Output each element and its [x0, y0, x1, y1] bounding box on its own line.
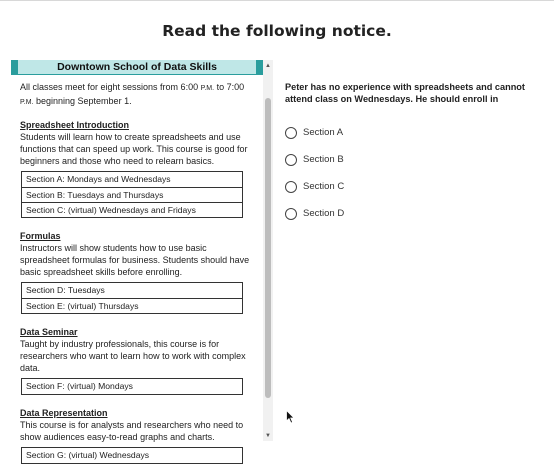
radio-button[interactable] — [285, 181, 297, 193]
schedule-table — [21, 378, 243, 395]
schedule-row: Section G: (virtual) Wednesdays — [26, 450, 150, 460]
radio-button[interactable] — [285, 154, 297, 166]
notice-passage — [11, 60, 263, 460]
option-section-a[interactable] — [285, 119, 344, 146]
option-section-d[interactable] — [285, 200, 344, 227]
notice-body — [11, 75, 263, 464]
schedule-row: Section C: (virtual) Wednesdays and Fridays — [22, 202, 242, 217]
course-description: Instructors will show students how to use basic spreadsheet formulas for business. Students should have basic spreadsheet skills before enrolling. — [20, 243, 250, 277]
schedule-table — [21, 282, 243, 314]
time-suffix: P.M. — [20, 99, 34, 106]
course-title-data-seminar: Data Seminar — [20, 327, 78, 337]
page-title: Read the following notice. — [162, 22, 392, 40]
intro-text-2: to 7:00 — [214, 82, 245, 92]
intro-text-3: beginning September 1. — [33, 96, 132, 106]
notice-intro — [20, 81, 256, 109]
schedule-row: Section F: (virtual) Mondays — [26, 381, 133, 391]
option-label: Section B — [303, 154, 344, 165]
option-section-c[interactable] — [285, 173, 344, 200]
answer-options — [285, 119, 344, 227]
course-title-spreadsheet-introduction: Spreadsheet Introduction — [20, 120, 130, 130]
course-description: Students will learn how to create spreadsheets and use functions that can speed up work. This course is good for beginners and those who need to relearn basics. — [20, 132, 248, 166]
passage-scrollbar[interactable] — [263, 60, 273, 441]
top-divider — [0, 0, 554, 1]
schedule-table — [21, 171, 243, 218]
schedule-row: Section E: (virtual) Thursdays — [22, 298, 242, 313]
course-description: Taught by industry professionals, this course is for researchers who want to learn how to work with complex data. — [20, 339, 246, 373]
question-text: Peter has no experience with spreadsheets and cannot attend class on Wednesdays. He should enroll in — [285, 82, 525, 104]
course-description: This course is for analysts and researchers who need to show audiences easy-to-read graphs and charts. — [20, 420, 244, 442]
schedule-row: Section D: Tuesdays — [26, 285, 105, 295]
schedule-table — [21, 447, 243, 464]
scrollbar-thumb[interactable] — [265, 98, 271, 398]
scroll-down-icon[interactable]: ▼ — [265, 433, 271, 439]
radio-button[interactable] — [285, 127, 297, 139]
course-title-data-representation: Data Representation — [20, 408, 108, 418]
scroll-up-icon[interactable]: ▲ — [265, 63, 271, 69]
radio-button[interactable] — [285, 208, 297, 220]
course-title-formulas: Formulas — [20, 231, 61, 241]
option-label: Section A — [303, 127, 344, 138]
option-label: Section C — [303, 181, 345, 192]
notice-header: Downtown School of Data Skills — [11, 60, 263, 75]
mouse-cursor-icon — [286, 410, 295, 429]
schedule-row: Section B: Tuesdays and Thursdays — [22, 187, 242, 202]
time-suffix: P.M. — [200, 85, 215, 92]
option-label: Section D — [303, 208, 345, 219]
schedule-row: Section A: Mondays and Wednesdays — [26, 174, 171, 184]
option-section-b[interactable] — [285, 146, 344, 173]
intro-text-1: All classes meet for eight sessions from 6:00 — [20, 82, 201, 92]
